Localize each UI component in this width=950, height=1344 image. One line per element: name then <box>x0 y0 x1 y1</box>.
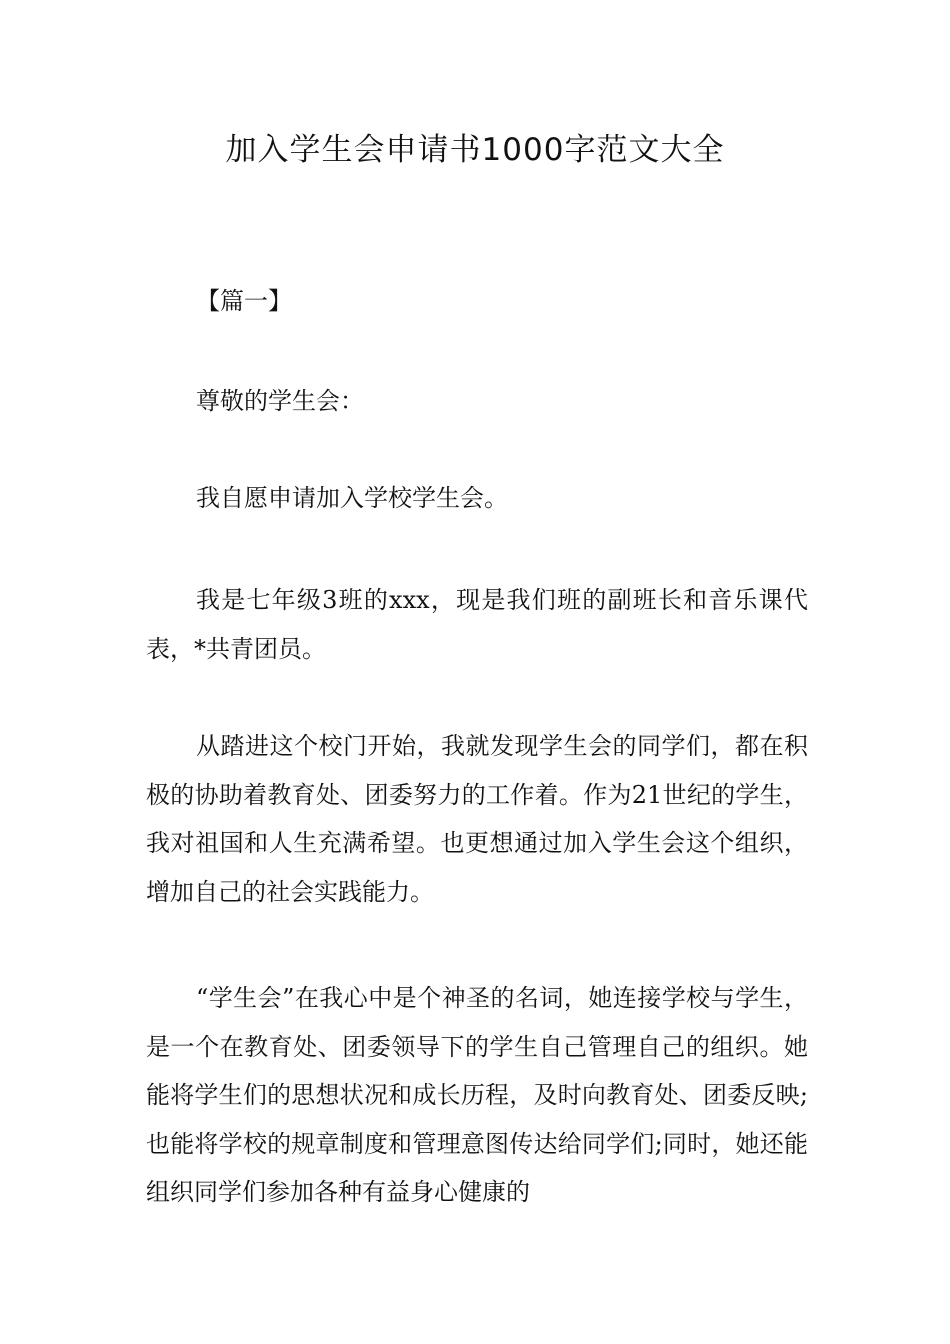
document-title: 加入学生会申请书1000字范文大全 <box>225 132 725 168</box>
paragraph: 从踏进这个校门开始，我就发现学生会的同学们，都在积极的协助着教育处、团委努力的工作着。作为21世纪的学生，我对祖国和人生充满希望。也更想通过加入学生会这个组织，增加自己的社会实践能力。 <box>146 732 808 906</box>
salutation: 尊敬的学生会： <box>196 387 364 415</box>
paragraph: 我是七年级3班的xxx，现是我们班的副班长和音乐课代表，*共青团员。 <box>146 586 808 663</box>
paragraph: “学生会”在我心中是个神圣的名词，她连接学校与学生，是一个在教育处、团委领导下的学生自己管理自己的组织。她能将学生们的思想状况和成长历程，及时向教育处、团委反映;也能将学校的规章制度和管理意图传达给同学们;同时，她还能组织同学们参加各种有益身心健康的 <box>146 984 808 1206</box>
paragraph: 我自愿申请加入学校学生会。 <box>196 484 508 512</box>
section-label: 【篇一】 <box>196 287 292 315</box>
